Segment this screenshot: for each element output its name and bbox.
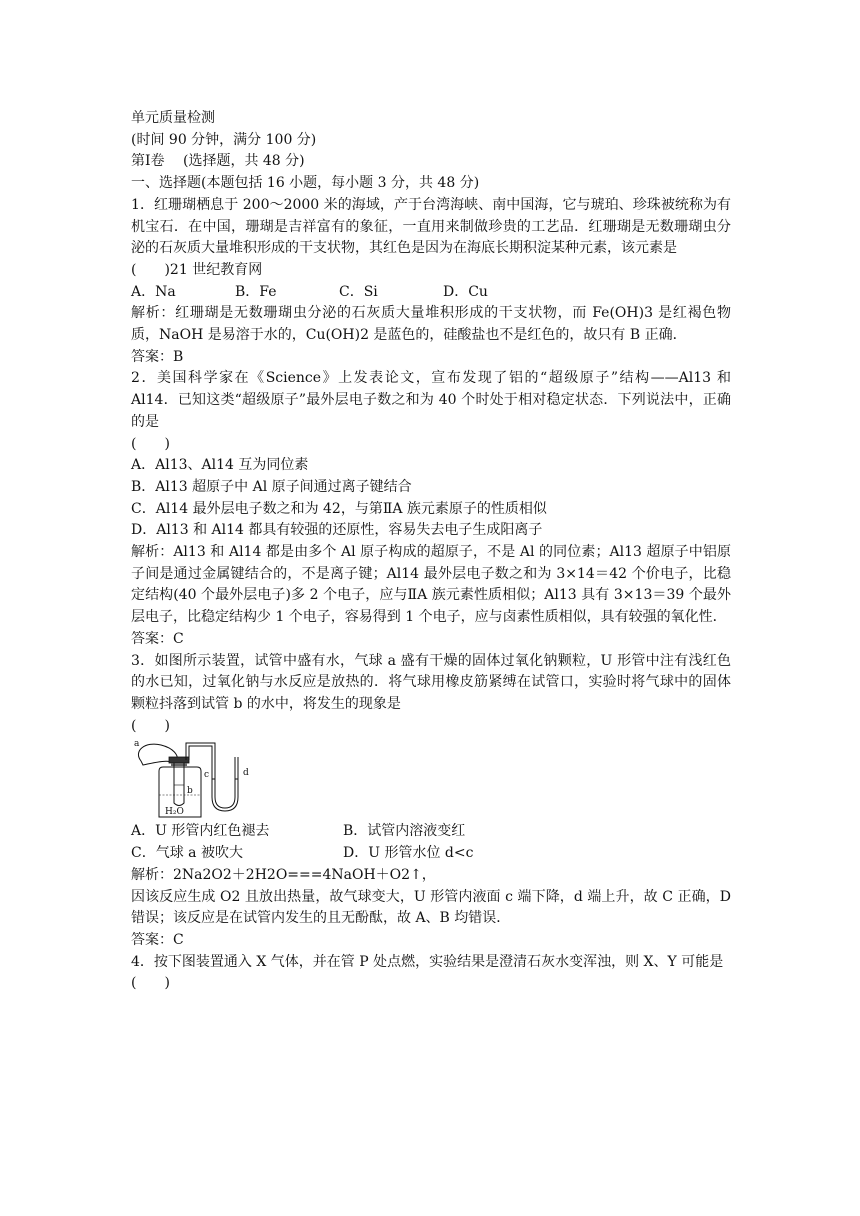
- option-c: C．气球 a 被吹大: [131, 845, 243, 862]
- option-b: B．Fe: [235, 283, 277, 300]
- question-4-blank: ( ): [131, 975, 170, 992]
- question-2-option-c: C．Al14 最外层电子数之和为 42，与第ⅡA 族元素原子的性质相似: [131, 500, 547, 517]
- question-4-stem: 4．按下图装置通入 X 气体，并在管 P 处点燃，实验结果是澄清石灰水变浑浊，则 X、Y 可能是: [131, 953, 724, 970]
- question-2-stem: 2．美国科学家在《Science》上发表论文，宣布发现了铝的“超级原子”结构——Al13 和 Al14．已知这类“超级原子”最外层电子数之和为 40 个时处于相对稳定状态．下列说法中，正确的是: [131, 370, 731, 430]
- section-heading: 一、选择题(本题包括 16 小题，每小题 3 分，共 48 分): [131, 175, 480, 192]
- question-2-blank: ( ): [131, 435, 170, 452]
- option-a: A．U 形管内红色褪去: [131, 823, 270, 840]
- question-3-analysis: 因该反应生成 O2 且放出热量，故气球变大，U 形管内液面 c 端下降，d 端上升，故 C 正确，D 错误；该反应是在试管内发生的且无酚酞，故 A、B 均错误．: [131, 888, 731, 927]
- test-tube-b: [174, 763, 184, 806]
- apparatus-figure: [131, 737, 261, 821]
- question-3-blank: ( ): [131, 717, 170, 734]
- volume-heading: 第Ⅰ卷 (选择题，共 48 分): [131, 153, 305, 170]
- question-3-stem: 3．如图所示装置，试管中盛有水，气球 a 盛有干燥的固体过氧化钠颗粒，U 形管中注有浅红色的水已知，过氧化钠与水反应是放热的．将气球用橡皮筋紧缚在试管口，实验时将气球中的固体颗粒抖落到试管 b 的水中，将发生的现象是: [131, 652, 731, 712]
- question-2-answer: 答案：C: [131, 630, 184, 647]
- question-1-answer: 答案：B: [131, 348, 184, 365]
- option-a: A．Na: [131, 283, 176, 300]
- question-1-options: [131, 282, 731, 304]
- exam-page: [131, 108, 731, 995]
- question-3-analysis-equation: 解析：2Na2O2＋2H2O===4NaOH＋O2↑，: [131, 866, 436, 883]
- question-1-blank: ( )21 世纪教育网: [131, 261, 263, 278]
- option-d: D．U 形管水位 d<c: [343, 845, 474, 862]
- label-a: a: [134, 739, 140, 750]
- document-title: 单元质量检测: [131, 110, 215, 126]
- option-c: C．Si: [339, 283, 378, 300]
- question-2-option-d: D．Al13 和 Al14 都具有较强的还原性，容易失去电子生成阳离子: [131, 522, 543, 539]
- question-3-answer: 答案：C: [131, 931, 184, 948]
- label-d: d: [243, 768, 249, 779]
- question-3-options-row-2: [131, 843, 731, 865]
- question-1-analysis: 解析：红珊瑚是无数珊瑚虫分泌的石灰质大量堆积形成的干支状物，而 Fe(OH)3 是红褐色物质，NaOH 是易溶于水的，Cu(OH)2 是蓝色的，硅酸盐也不是红色的，故只有 B 正确．: [131, 305, 731, 344]
- label-c: c: [204, 770, 210, 781]
- label-water: H₂O: [165, 807, 184, 818]
- question-2-option-a: A．Al13、Al14 互为同位素: [131, 457, 309, 474]
- question-2-analysis: 解析：Al13 和 Al14 都是由多个 Al 原子构成的超原子，不是 Al 的同位素；Al13 超原子中铝原子间是通过金属键结合的，不是离子键；Al14 最外层电子数之和为 3×14＝42 个价电子，比稳定结构(40 个最外层电子)多 2 个电子，应与ⅡA 族元素性质相似；Al13 具有 3×13＝39 个最外层电子，比稳定结构少 1 个电子，容易得到 1 个电子，应与卤素性质相似，具有较强的氧化性．: [131, 544, 731, 626]
- time-info: (时间 90 分钟，满分 100 分): [131, 131, 317, 148]
- option-d: D．Cu: [443, 283, 488, 300]
- question-1-stem: 1．红珊瑚栖息于 200～2000 米的海域，产于台湾海峡、南中国海，它与琥珀、珍珠被统称为有机宝石．在中国，珊瑚是吉祥富有的象征，一直用来制做珍贵的工艺品．红珊瑚是无数珊瑚虫分泌的石灰质大量堆积形成的干支状物，其红色是因为在海底长期积淀某种元素，该元素是: [131, 196, 731, 257]
- question-3-options-row-1: [131, 821, 731, 843]
- question-2-option-b: B．Al13 超原子中 Al 原子间通过离子键结合: [131, 478, 412, 495]
- label-b: b: [187, 786, 193, 797]
- option-b: B．试管内溶液变红: [343, 823, 466, 840]
